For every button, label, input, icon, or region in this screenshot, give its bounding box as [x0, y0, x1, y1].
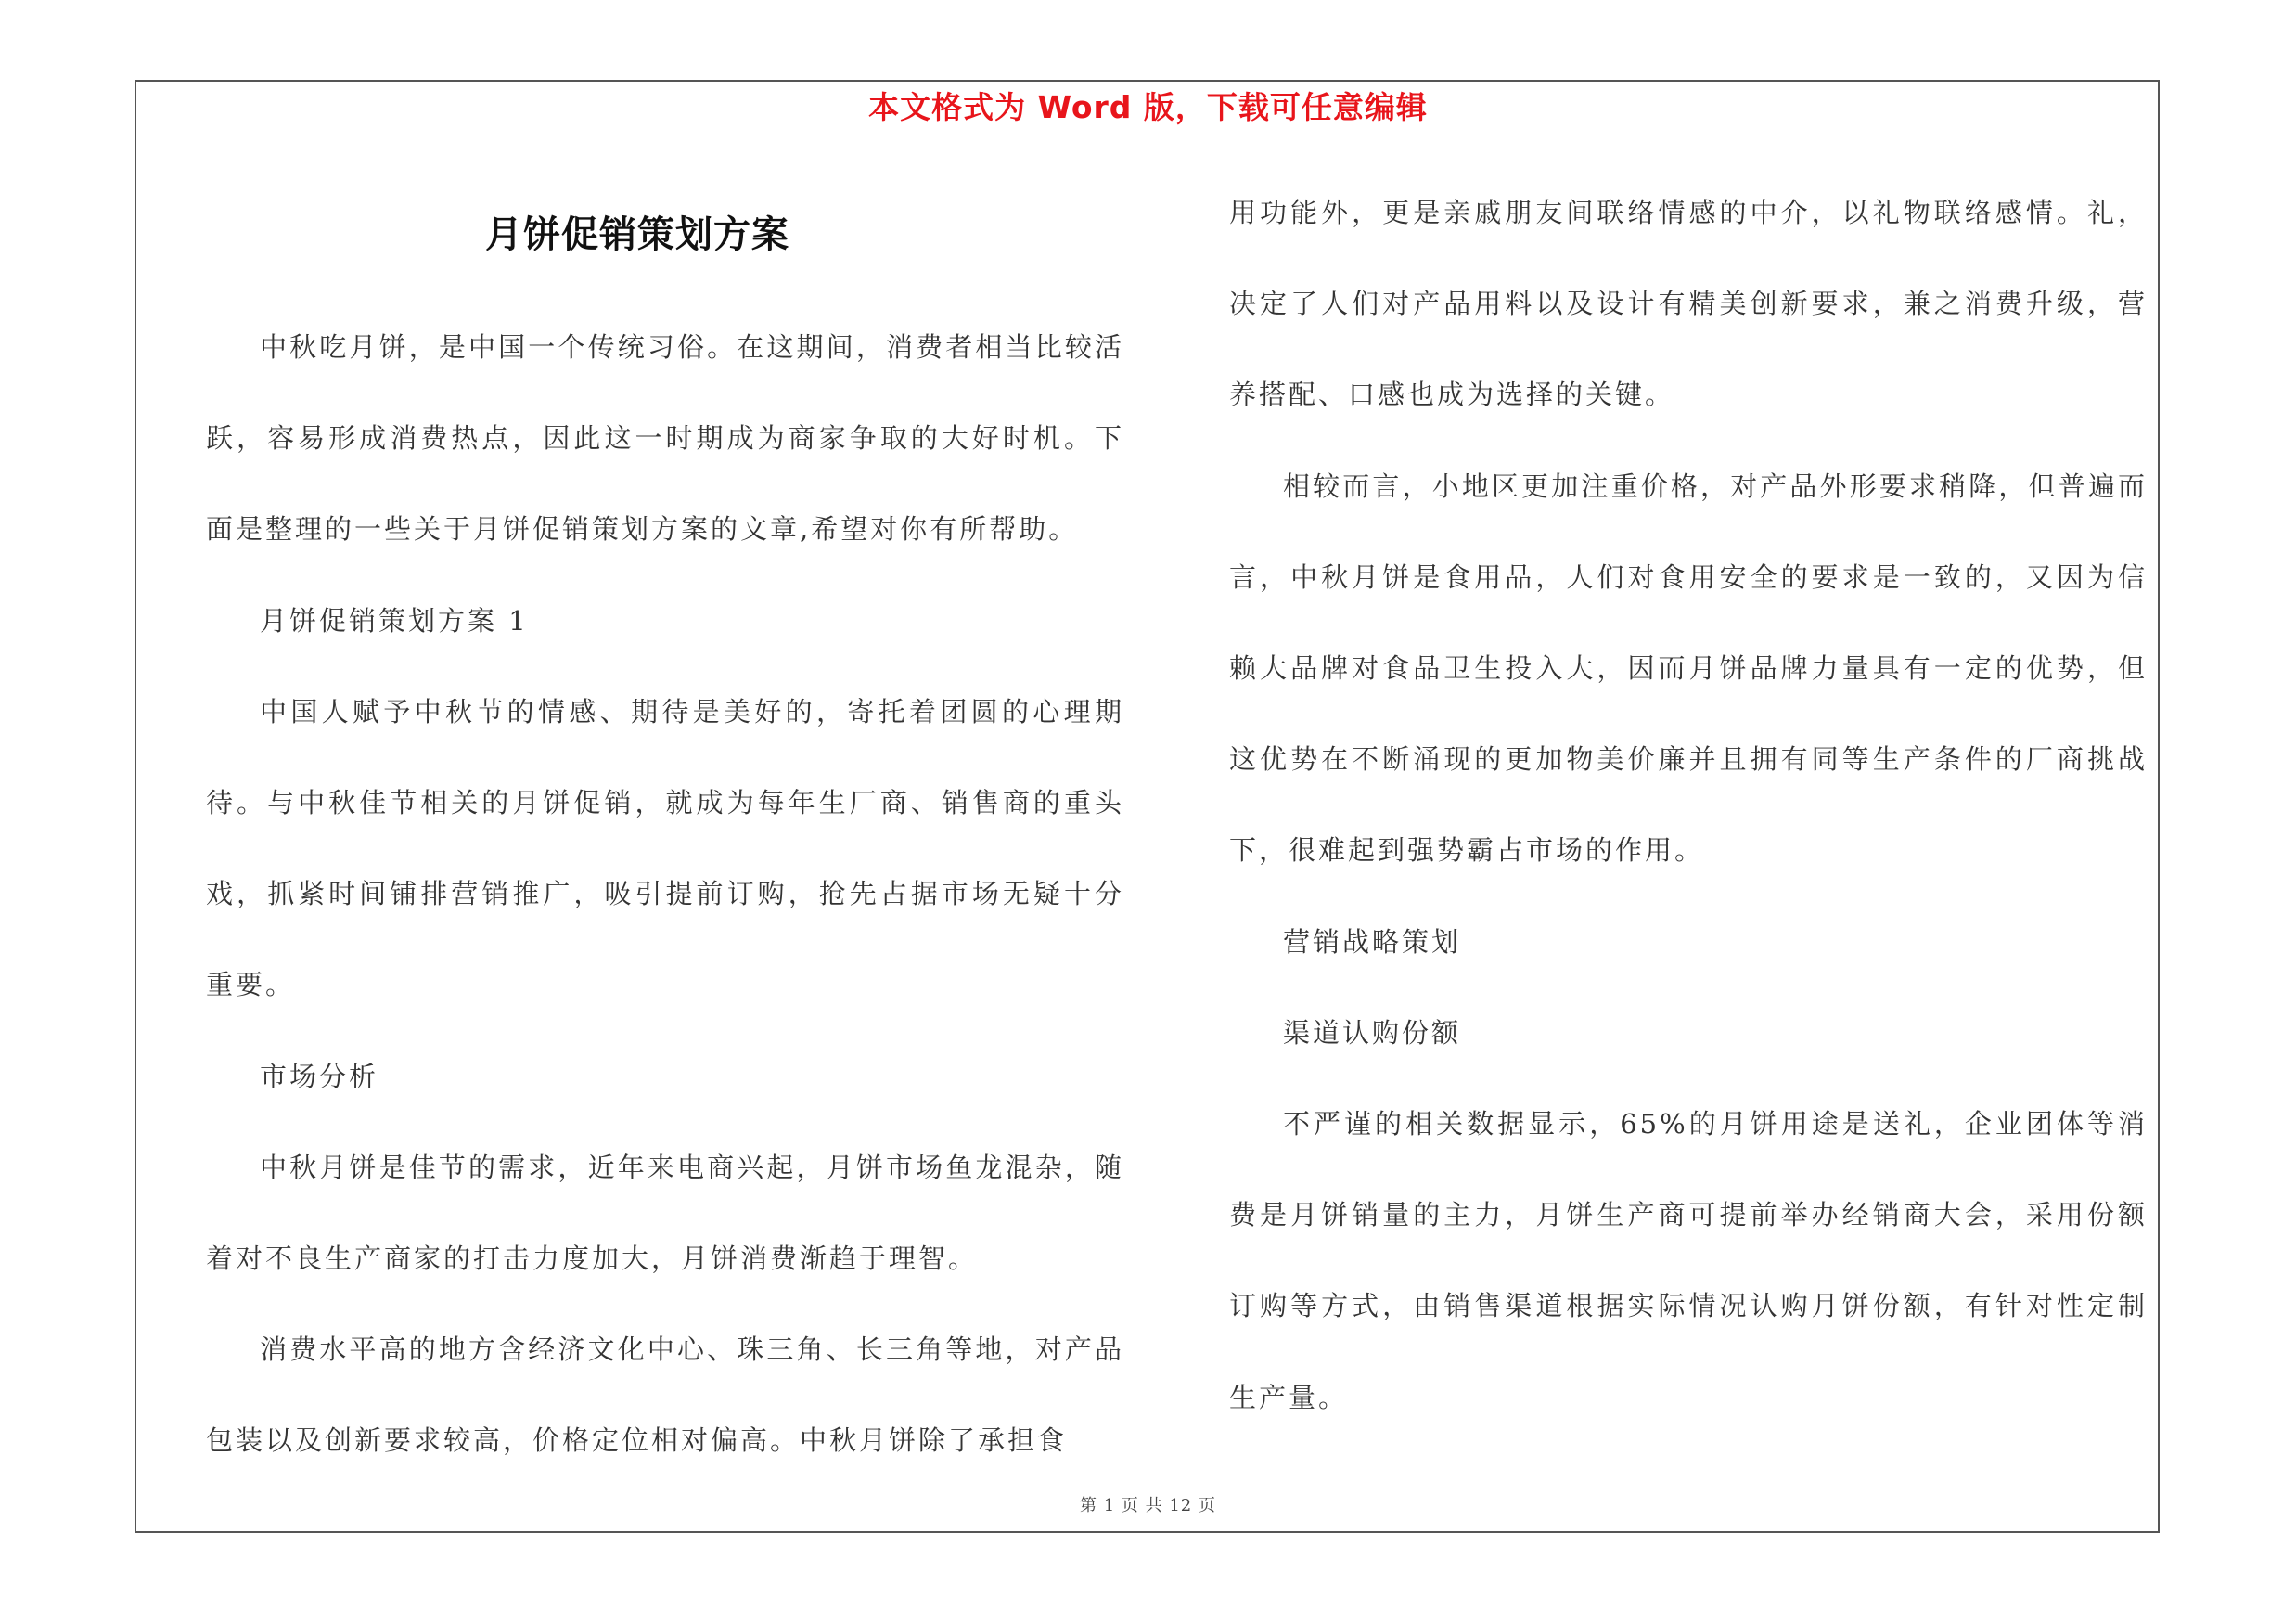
- paragraph-small-regions: 相较而言，小地区更加注重价格，对产品外形要求稍降，但普遍而言，中秋月饼是食用品，人们对食用安全的要求是一致的，又因为信赖大品牌对食品卫生投入大，因而月饼品牌力量具有一定的优势，但这优势在不断涌现的更加物美价廉并且拥有同等生产条件的厂商挑战下，很难起到强势霸占市场的作用。: [1229, 470, 2148, 867]
- paragraph-consumption-level: 消费水平高的地方含经济文化中心、珠三角、长三角等地，对产品包装以及创新要求较高，价格定位相对偏高。中秋月饼除了承担食: [206, 1333, 1124, 1457]
- paragraph-intro: 中秋吃月饼，是中国一个传统习俗。在这期间，消费者相当比较活跃，容易形成消费热点，因此这一时期成为商家争取的大好时机。下面是整理的一些关于月饼促销策划方案的文章,希望对你有所帮助。: [206, 331, 1124, 546]
- paragraph-mid-autumn-emotion: 中国人赋予中秋节的情感、期待是美好的，寄托着团圆的心理期待。与中秋佳节相关的月饼促销，就成为每年生厂商、销售商的重头戏，抓紧时间铺排营销推广，吸引提前订购，抢先占据市场无疑十分重要。: [206, 695, 1124, 1001]
- document-title: 月饼促销策划方案: [485, 213, 789, 256]
- section-heading-plan-1: 月饼促销策划方案 1: [260, 604, 529, 637]
- paragraph-gift-data: 不严谨的相关数据显示，65%的月饼用途是送礼，企业团体等消费是月饼销量的主力，月饼生产商可提前举办经销商大会，采用份额订购等方式，由销售渠道根据实际情况认购月饼份额，有针对性定制生产量。: [1229, 1108, 2148, 1413]
- section-heading-channel-subscription: 渠道认购份额: [1283, 1016, 1462, 1049]
- word-format-banner: 本文格式为 Word 版，下载可任意编辑: [868, 89, 1428, 125]
- right-column: [1229, 167, 2148, 1443]
- paragraph-gift-function: 用功能外，更是亲戚朋友间联络情感的中介，以礼物联络感情。礼，决定了人们对产品用料以及设计有精美创新要求，兼之消费升级，营养搭配、口感也成为选择的关键。: [1229, 197, 2148, 411]
- left-column: [206, 302, 1124, 1487]
- page-number-footer: 第 1 页 共 12 页: [1080, 1496, 1216, 1515]
- section-heading-marketing-strategy: 营销战略策划: [1283, 925, 1462, 958]
- section-heading-market-analysis: 市场分析: [260, 1060, 379, 1092]
- paragraph-market-demand: 中秋月饼是佳节的需求，近年来电商兴起，月饼市场鱼龙混杂，随着对不良生产商家的打击力度加大，月饼消费渐趋于理智。: [206, 1151, 1124, 1275]
